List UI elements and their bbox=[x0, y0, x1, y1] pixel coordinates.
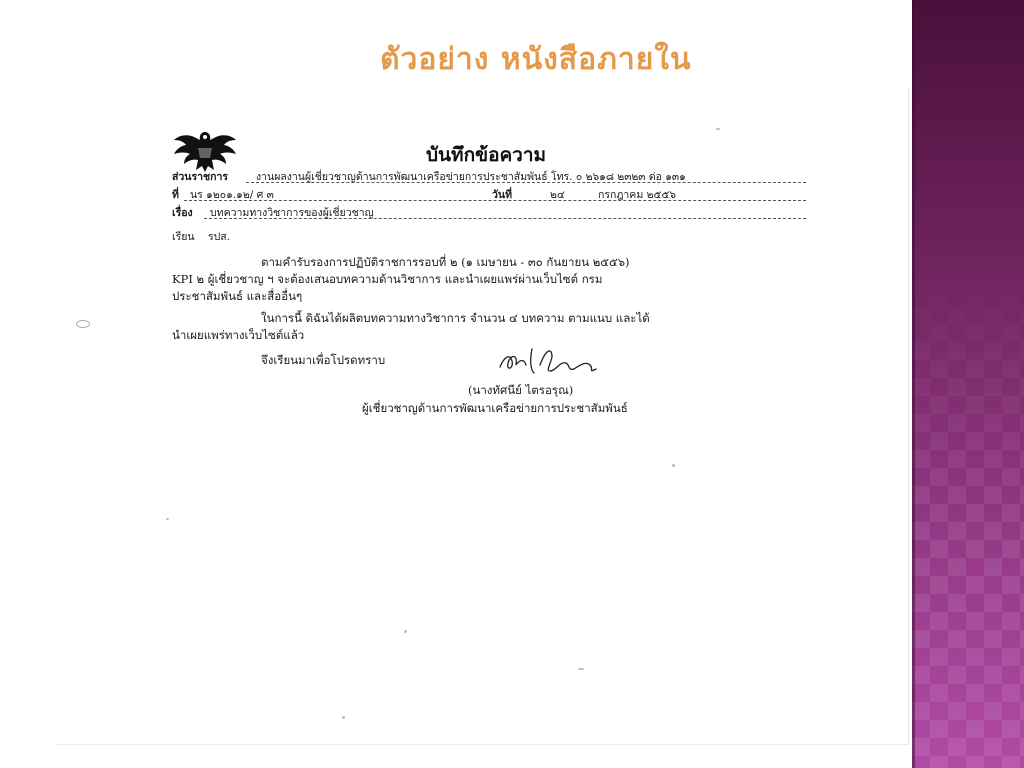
number-label: ที่ bbox=[172, 189, 179, 201]
para1-line3: ประชาสัมพันธ์ และสื่ออื่นๆ bbox=[172, 289, 303, 303]
scan-speck bbox=[716, 128, 720, 130]
scan-speck bbox=[76, 320, 90, 328]
scan-speck bbox=[672, 464, 675, 467]
side-panel-edge bbox=[912, 0, 915, 768]
scan-speck bbox=[342, 716, 345, 719]
scan-speck bbox=[166, 518, 169, 520]
handwritten-signature bbox=[496, 343, 606, 377]
slide-title: ตัวอย่าง หนังสือภายใน bbox=[380, 42, 692, 77]
date-label: วันที่ bbox=[492, 189, 512, 201]
scan-speck bbox=[578, 668, 584, 670]
scan-speck bbox=[404, 630, 407, 633]
diamond-pattern bbox=[912, 0, 1024, 768]
para1-line1: ตามคำรับรองการปฏิบัติราชการรอบที่ ๒ (๑ เมษายน - ๓๐ กันยายน ๒๕๕๖) bbox=[261, 255, 630, 269]
decorative-side-panel bbox=[912, 0, 1024, 768]
para2-line1: ในการนี้ ดิฉันได้ผลิตบทความทางวิชาการ จำนวน ๔ บทความ ตามแนบ และได้ bbox=[261, 311, 650, 325]
memo-document bbox=[56, 88, 909, 745]
date-day: ๒๔ bbox=[550, 189, 565, 201]
para1-line2: KPI ๒ ผู้เชี่ยวชาญ ฯ จะต้องเสนอบทความด้านวิชาการ และนำเผยแพร่ผ่านเว็บไซต์ กรม bbox=[172, 272, 603, 286]
agency-label: ส่วนราชการ bbox=[172, 171, 229, 183]
closing-text: จึงเรียนมาเพื่อโปรดทราบ bbox=[261, 353, 386, 367]
signer-position: ผู้เชี่ยวชาญด้านการพัฒนาเครือข่ายการประชาสัมพันธ์ bbox=[362, 401, 628, 415]
to-label: เรียน bbox=[172, 231, 195, 243]
signer-name: (นางทัศนีย์ ไตรอรุณ) bbox=[468, 383, 574, 397]
memo-heading: บันทึกข้อความ bbox=[426, 144, 547, 166]
number-value: นร ๑๒๐๑.๑๒/ ศ ๓ bbox=[190, 189, 274, 201]
to-value: รปส. bbox=[208, 231, 231, 243]
para2-line2: นำเผยแพร่ทางเว็บไซต์แล้ว bbox=[172, 328, 305, 342]
subject-value: บทความทางวิชาการของผู้เชี่ยวชาญ bbox=[210, 207, 374, 219]
subject-label: เรื่อง bbox=[172, 207, 193, 219]
agency-value: งานผลงานผู้เชี่ยวชาญด้านการพัฒนาเครือข่ายการประชาสัมพันธ์ โทร. ๐ ๒๖๑๘ ๒๓๒๓ ต่อ ๑๓๑ bbox=[256, 171, 686, 183]
date-month-year: กรกฎาคม ๒๕๕๖ bbox=[598, 189, 677, 201]
